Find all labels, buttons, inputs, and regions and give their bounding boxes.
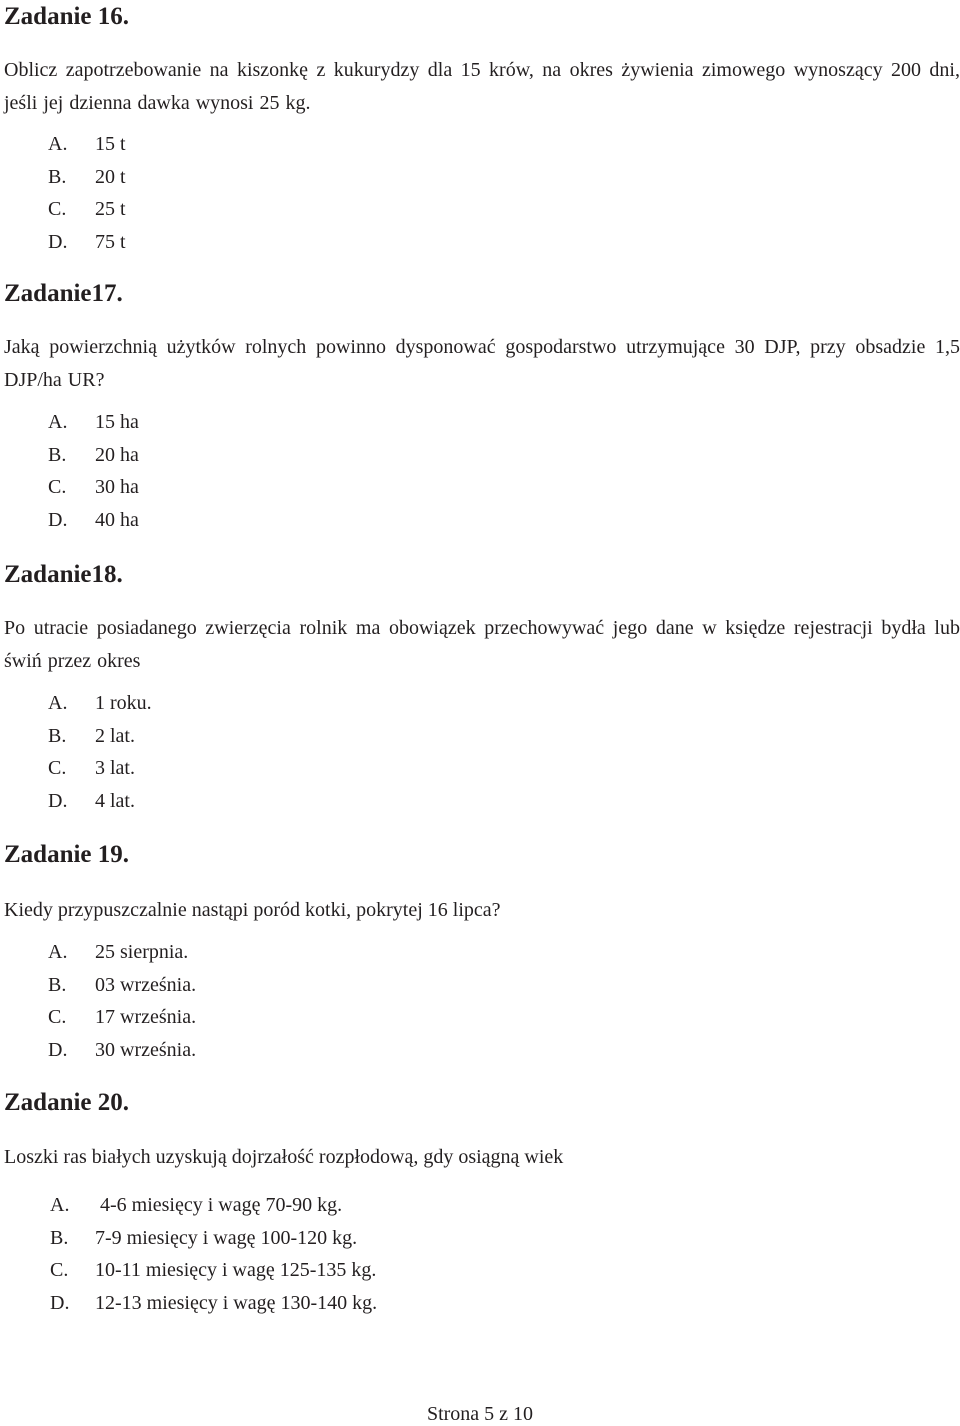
option-text: 30 ha: [95, 476, 139, 499]
answer-option-b: [4, 439, 960, 472]
answer-option-d: [4, 1034, 960, 1067]
task-16: [4, 2, 960, 259]
option-text: 30 września.: [95, 1039, 197, 1062]
answer-option-c: [4, 1001, 960, 1034]
option-text: 17 września.: [95, 1006, 197, 1029]
option-letter: B.: [50, 1226, 69, 1249]
answer-option-b: [4, 161, 960, 194]
answer-option-d: [4, 1287, 960, 1320]
option-text: 10-11 miesięcy i wagę 125-135 kg.: [95, 1259, 377, 1282]
option-letter: D.: [48, 1039, 68, 1062]
answer-option-a: [4, 128, 960, 161]
answer-option-c: [4, 471, 960, 504]
option-letter: D.: [48, 790, 68, 813]
answer-option-d: [4, 785, 960, 818]
option-letter: A.: [48, 941, 68, 963]
task-19: [4, 840, 960, 1067]
option-text: 4-6 miesięcy i wagę 70-90 kg.: [95, 1194, 343, 1216]
task-question: Jaką powierzchnią użytków rolnych powinno dysponować gospodarstwo utrzymujące 30 DJP, przy obsadzie 1,5 DJP/ha UR?: [4, 336, 960, 391]
option-letter: B.: [48, 724, 67, 747]
option-text: 25 sierpnia.: [95, 941, 189, 963]
option-text: 1 roku.: [95, 692, 152, 714]
option-letter: C.: [48, 198, 67, 221]
option-letter: C.: [48, 476, 67, 499]
answer-option-d: [4, 226, 960, 259]
option-text: 40 ha: [95, 509, 139, 532]
task-18: [4, 560, 960, 818]
answer-option-b: [4, 1222, 960, 1255]
answer-options: [4, 128, 960, 259]
option-letter: C.: [48, 757, 67, 780]
answer-option-b: [4, 969, 960, 1002]
option-text: 3 lat.: [95, 757, 135, 780]
option-text: 2 lat.: [95, 724, 135, 747]
option-letter: D.: [48, 231, 68, 254]
answer-options: [4, 406, 960, 537]
option-text: 20 ha: [95, 443, 139, 466]
page-number: Strona 5 z 10: [426, 1403, 534, 1425]
task-title: Zadanie 19.: [4, 841, 130, 868]
option-letter: A.: [48, 411, 68, 433]
option-letter: B.: [48, 973, 67, 996]
task-question: Oblicz zapotrzebowanie na kiszonkę z kukurydzy dla 15 krów, na okres żywienia zimowego wynoszący 200 dni, jeśli jej dzienna dawka wynosi 25 kg.: [4, 59, 960, 114]
option-text: 75 t: [95, 231, 126, 254]
option-text: 7-9 miesięcy i wagę 100-120 kg.: [95, 1226, 358, 1249]
answer-option-a: [4, 936, 960, 969]
answer-option-b: [4, 720, 960, 753]
task-17: [4, 279, 960, 537]
task-title: Zadanie 20.: [4, 1089, 130, 1116]
answer-option-a: [4, 406, 960, 439]
answer-option-d: [4, 504, 960, 537]
task-question: Po utracie posiadanego zwierzęcia rolnik ma obowiązek przechowywać jego dane w księdze rejestracji bydła lub świń przez okres: [4, 617, 960, 672]
answer-option-a: [4, 1189, 960, 1222]
option-text: 4 lat.: [95, 790, 135, 813]
answer-options: [4, 1189, 960, 1320]
answer-options: [4, 936, 960, 1067]
answer-option-c: [4, 193, 960, 226]
task-20: [4, 1088, 960, 1320]
option-text: 03 września.: [95, 973, 197, 996]
task-title: Zadanie17.: [4, 280, 123, 307]
option-letter: D.: [50, 1292, 70, 1315]
option-text: 15 t: [95, 133, 126, 155]
task-title: Zadanie18.: [4, 561, 123, 588]
option-letter: B.: [48, 443, 67, 466]
option-letter: D.: [48, 509, 68, 532]
answer-option-a: [4, 687, 960, 720]
option-letter: A.: [50, 1194, 70, 1216]
answer-option-c: [4, 1254, 960, 1287]
task-question: Loszki ras białych uzyskują dojrzałość rozpłodową, gdy osiągną wiek: [4, 1146, 564, 1168]
option-letter: C.: [48, 1006, 67, 1029]
answer-options: [4, 687, 960, 818]
task-title: Zadanie 16.: [4, 3, 130, 30]
option-letter: C.: [50, 1259, 69, 1282]
option-text: 20 t: [95, 165, 126, 188]
option-letter: B.: [48, 165, 67, 188]
option-text: 15 ha: [95, 411, 139, 433]
option-text: 25 t: [95, 198, 126, 221]
option-letter: A.: [48, 692, 68, 714]
option-text: 12-13 miesięcy i wagę 130-140 kg.: [95, 1292, 378, 1315]
option-letter: A.: [48, 133, 68, 155]
answer-option-c: [4, 752, 960, 785]
task-question: Kiedy przypuszczalnie nastąpi poród kotki, pokrytej 16 lipca?: [4, 899, 501, 921]
